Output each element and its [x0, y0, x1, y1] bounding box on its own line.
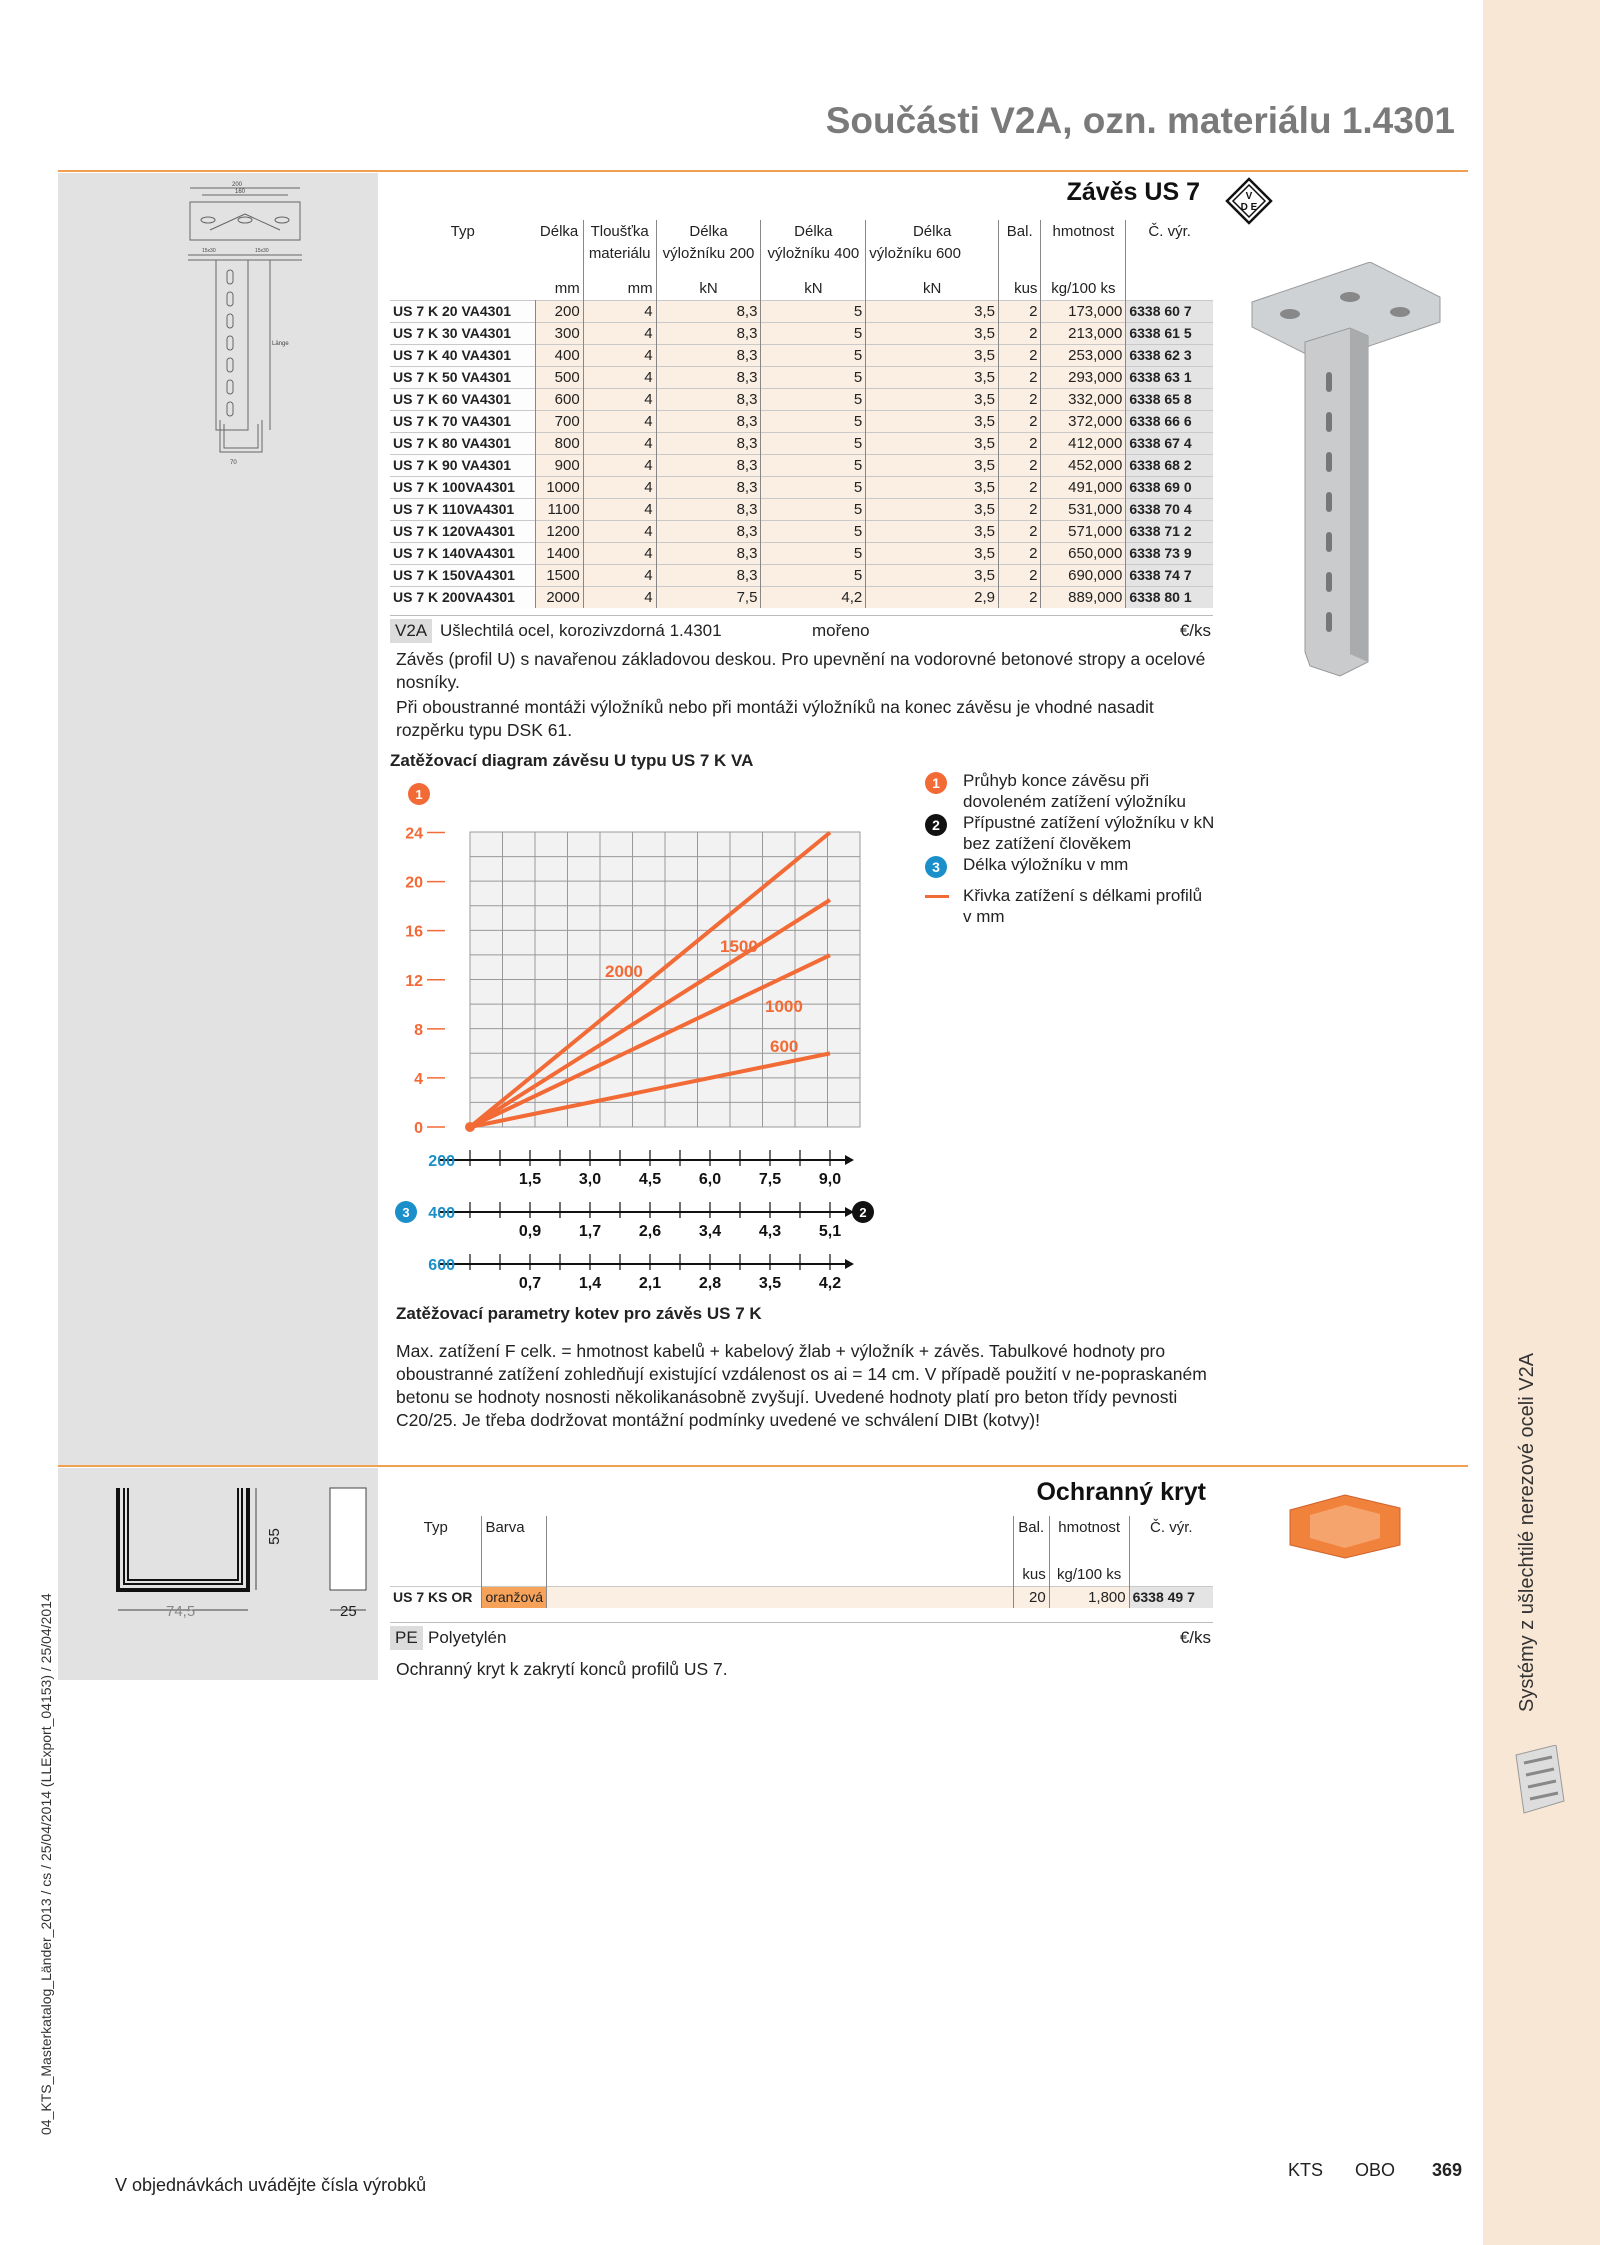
cell-vyl400: 5	[761, 410, 866, 432]
legend-text: Délka výložníku v mm	[963, 855, 1129, 874]
cell-tloustka: 4	[583, 366, 656, 388]
col-header-bal: Bal.	[998, 220, 1040, 242]
material-tag: V2A	[390, 619, 432, 643]
table-row	[390, 432, 1213, 454]
x-tick-label: 2,1	[638, 1275, 662, 1292]
x-tick-label: 7,5	[758, 1171, 782, 1188]
material-bar	[390, 615, 1213, 643]
cell-typ: US 7 K 40 VA4301	[390, 344, 535, 366]
cell-vyl600: 3,5	[866, 498, 999, 520]
cover-cell-typ: US 7 KS OR	[390, 1586, 482, 1608]
origin-point	[465, 1122, 475, 1132]
x-tick-label: 4,3	[758, 1223, 782, 1240]
cover-col-cvyr: Č. výr.	[1150, 1518, 1193, 1536]
cell-vyl200: 8,3	[656, 520, 761, 542]
axis-marker-black-label: 2	[859, 1205, 867, 1220]
product-table	[390, 220, 1213, 608]
anchor-title: Zatěžovací parametry kotev pro závěs US 7 K	[396, 1304, 762, 1323]
cell-vyl400: 5	[761, 300, 866, 322]
cell-hmotnost: 372,000	[1041, 410, 1126, 432]
col-header-tloustka: Tloušťka	[583, 220, 656, 242]
cell-typ: US 7 K 110VA4301	[390, 498, 535, 520]
unit-bal: kus	[998, 278, 1040, 300]
cell-delka: 1400	[535, 542, 583, 564]
cell-bal: 2	[998, 432, 1040, 454]
cell-hmotnost: 253,000	[1041, 344, 1126, 366]
description-1: Závěs (profil U) s navařenou základovou deskou. Pro upevnění na vodorovné betonové stropy a ocelové nosníky.	[396, 649, 1206, 692]
cell-typ: US 7 K 70 VA4301	[390, 410, 535, 432]
diagram-title: Zatěžovací diagram závěsu U typu US 7 K VA	[390, 751, 754, 770]
col-header-delka: Délka	[535, 220, 583, 242]
x-axis-arrow	[845, 1155, 854, 1165]
footer-brand-obo: OBO	[1355, 2160, 1396, 2180]
legend-text: Přípustné zatížení výložníku v kN bez zatížení člověkem	[963, 813, 1215, 853]
cell-typ: US 7 K 100VA4301	[390, 476, 535, 498]
unit-vyl200: kN	[656, 278, 761, 300]
y-tick-label: 4	[414, 1070, 423, 1088]
cell-vyl400: 5	[761, 322, 866, 344]
legend-item	[925, 885, 1215, 927]
cell-cvyr: 6338 62 3	[1126, 344, 1213, 366]
drawing-dim-s2: 15x30	[255, 248, 269, 254]
cell-vyl600: 3,5	[866, 322, 999, 344]
cell-vyl600: 3,5	[866, 542, 999, 564]
cell-tloustka: 4	[583, 564, 656, 586]
cell-vyl200: 8,3	[656, 476, 761, 498]
col-header-vyl600: Délka	[866, 220, 999, 242]
cell-cvyr: 6338 68 2	[1126, 454, 1213, 476]
page-title: Součásti V2A, ozn. materiálu 1.4301	[825, 100, 1455, 141]
load-diagram-chart	[395, 772, 905, 1302]
cell-delka: 200	[535, 300, 583, 322]
y-tick-label: 24	[405, 825, 423, 843]
cell-hmotnost: 531,000	[1041, 498, 1126, 520]
cell-vyl600: 3,5	[866, 344, 999, 366]
cell-typ: US 7 K 120VA4301	[390, 520, 535, 542]
cell-vyl200: 8,3	[656, 454, 761, 476]
cell-delka: 600	[535, 388, 583, 410]
cell-vyl600: 3,5	[866, 476, 999, 498]
cell-vyl600: 3,5	[866, 432, 999, 454]
cell-vyl200: 8,3	[656, 432, 761, 454]
table-row	[390, 542, 1213, 564]
x-tick-label: 2,8	[698, 1275, 722, 1292]
y-tick-label: 12	[405, 972, 423, 990]
cell-vyl200: 7,5	[656, 586, 761, 608]
unit-vyl400: kN	[761, 278, 866, 300]
x-axis-label: 600	[428, 1257, 455, 1274]
cell-vyl600: 3,5	[866, 366, 999, 388]
col-header-typ: Typ	[450, 222, 475, 240]
cell-hmotnost: 491,000	[1041, 476, 1126, 498]
cell-delka: 500	[535, 366, 583, 388]
unit-hmotnost: kg/100 ks	[1041, 278, 1126, 300]
table-row	[390, 564, 1213, 586]
cell-tloustka: 4	[583, 586, 656, 608]
table-row	[390, 388, 1213, 410]
cell-vyl600: 3,5	[866, 454, 999, 476]
cell-delka: 1200	[535, 520, 583, 542]
x-tick-label: 4,2	[818, 1275, 842, 1292]
cell-typ: US 7 K 20 VA4301	[390, 300, 535, 322]
cover-col-bal: Bal.	[1013, 1516, 1049, 1538]
header-rule	[58, 170, 1468, 172]
x-tick-label: 4,5	[638, 1171, 662, 1188]
cell-tloustka: 4	[583, 498, 656, 520]
legend-badge: 2	[925, 814, 947, 836]
unit-tloustka: mm	[583, 278, 656, 300]
x-tick-label: 3,0	[578, 1171, 602, 1188]
cell-typ: US 7 K 50 VA4301	[390, 366, 535, 388]
x-tick-label: 0,9	[518, 1223, 542, 1240]
y-tick-label: 20	[405, 874, 423, 892]
cell-cvyr: 6338 63 1	[1126, 366, 1213, 388]
cell-delka: 900	[535, 454, 583, 476]
cell-cvyr: 6338 73 9	[1126, 542, 1213, 564]
cell-delka: 700	[535, 410, 583, 432]
cell-vyl600: 2,9	[866, 586, 999, 608]
cell-vyl400: 5	[761, 498, 866, 520]
cover-price-unit: €/ks	[1179, 1628, 1211, 1647]
legend-line-swatch	[925, 895, 949, 898]
cell-cvyr: 6338 70 4	[1126, 498, 1213, 520]
curve-label: 1500	[720, 937, 758, 956]
cover-col-hmotnost: hmotnost	[1049, 1516, 1129, 1538]
cell-vyl400: 4,2	[761, 586, 866, 608]
unit-vyl600: kN	[866, 278, 999, 300]
col-subheader-vyl600: výložníku 600	[866, 242, 999, 264]
side-strip	[1483, 0, 1600, 2245]
cover-drawing	[108, 1480, 378, 1630]
cell-bal: 2	[998, 454, 1040, 476]
description-2: Při oboustranné montáži výložníků nebo při montáži výložníků na konec závěsu je vhodné nasadit rozpěrku typu DSK 61.	[396, 697, 1154, 740]
unit-delka: mm	[535, 278, 583, 300]
col-subheader-vyl200: výložníku 200	[656, 242, 761, 264]
cell-vyl600: 3,5	[866, 300, 999, 322]
cell-hmotnost: 332,000	[1041, 388, 1126, 410]
cell-hmotnost: 213,000	[1041, 322, 1126, 344]
x-tick-label: 2,6	[638, 1223, 662, 1240]
cover-cell-hmotnost: 1,800	[1049, 1586, 1129, 1608]
cell-tloustka: 4	[583, 388, 656, 410]
cell-bal: 2	[998, 366, 1040, 388]
anchor-text: Max. zatížení F celk. = hmotnost kabelů + kabelový žlab + výložník + závěs. Tabulkové hodnoty pro oboustranné zatížení zohledňují existující vzdálenost os ai = 14 cm. V případě použití v ne-popraskaném betonu se hodnoty nosnosti několikanásobně zvyšují. Uvedené hodnoty platí pro beton třídy pevnosti C20/25. Je třeba dodržovat montážní podmínky uvedené ve schválení DIBt (kotvy)!	[396, 1341, 1207, 1430]
cover-unit-bal: kus	[1013, 1564, 1049, 1586]
legend-badge: 3	[925, 856, 947, 878]
cell-tloustka: 4	[583, 476, 656, 498]
material-name: Ušlechtilá ocel, korozivzdorná 1.4301	[440, 621, 722, 640]
cell-hmotnost: 690,000	[1041, 564, 1126, 586]
cover-table	[390, 1516, 1213, 1608]
cell-vyl400: 5	[761, 476, 866, 498]
chart-legend	[925, 770, 1215, 927]
cell-bal: 2	[998, 322, 1040, 344]
cell-delka: 300	[535, 322, 583, 344]
cell-bal: 2	[998, 344, 1040, 366]
cover-material-tag: PE	[390, 1626, 423, 1650]
y-marker-label: 1	[415, 787, 423, 802]
x-tick-label: 3,4	[698, 1223, 722, 1240]
legend-text: Průhyb konce závěsu při dovoleném zatížení výložníku	[963, 771, 1187, 811]
svg-text:D E: D E	[1240, 202, 1258, 213]
cover-table-row	[390, 1586, 1213, 1608]
cell-hmotnost: 889,000	[1041, 586, 1126, 608]
cell-vyl200: 8,3	[656, 542, 761, 564]
cell-vyl400: 5	[761, 542, 866, 564]
table-row	[390, 410, 1213, 432]
curve-label: 1000	[765, 997, 803, 1016]
x-tick-label: 9,0	[818, 1171, 842, 1188]
drawing-length: Länge	[272, 341, 289, 347]
legend-text: Křivka zatížení s délkami profilů v mm	[963, 886, 1203, 926]
drawing-dim-w1: 200	[232, 182, 243, 188]
x-tick-label: 1,5	[518, 1171, 542, 1188]
cell-bal: 2	[998, 498, 1040, 520]
cell-delka: 2000	[535, 586, 583, 608]
cell-typ: US 7 K 150VA4301	[390, 564, 535, 586]
table-row	[390, 498, 1213, 520]
cell-vyl400: 5	[761, 454, 866, 476]
col-subheader-vyl400: výložníku 400	[761, 242, 866, 264]
axis-marker-blue-label: 3	[402, 1205, 410, 1220]
x-tick-label: 1,7	[578, 1223, 602, 1240]
cell-bal: 2	[998, 410, 1040, 432]
cover-unit-hmotnost: kg/100 ks	[1049, 1564, 1129, 1586]
cell-bal: 2	[998, 520, 1040, 542]
cover-cell-bal: 20	[1013, 1586, 1049, 1608]
cell-tloustka: 4	[583, 432, 656, 454]
drawing-dim-s1: 15x30	[202, 248, 216, 254]
cell-tloustka: 4	[583, 300, 656, 322]
product-table-body	[390, 300, 1213, 608]
cell-vyl200: 8,3	[656, 498, 761, 520]
cell-hmotnost: 650,000	[1041, 542, 1126, 564]
cell-cvyr: 6338 69 0	[1126, 476, 1213, 498]
cell-vyl400: 5	[761, 432, 866, 454]
cell-vyl400: 5	[761, 344, 866, 366]
curve-label: 600	[770, 1037, 799, 1056]
section-rule	[58, 1465, 1468, 1467]
cell-vyl400: 5	[761, 564, 866, 586]
col-subheader-tloustka: materiálu	[583, 242, 656, 264]
cell-tloustka: 4	[583, 454, 656, 476]
drawing-dim-d3: 70	[230, 460, 237, 466]
cell-vyl400: 5	[761, 388, 866, 410]
x-tick-label: 1,4	[578, 1275, 602, 1292]
table-row	[390, 300, 1213, 322]
cell-vyl200: 8,3	[656, 366, 761, 388]
cell-tloustka: 4	[583, 344, 656, 366]
surface-finish: mořeno	[812, 621, 870, 640]
x-tick-label: 6,0	[698, 1171, 722, 1188]
cover-material-bar	[390, 1622, 1213, 1650]
cell-cvyr: 6338 61 5	[1126, 322, 1213, 344]
cover-material-name: Polyetylén	[428, 1628, 507, 1647]
footer-note: V objednávkách uvádějte čísla výrobků	[115, 2175, 427, 2195]
cell-cvyr: 6338 65 8	[1126, 388, 1213, 410]
cell-vyl400: 5	[761, 520, 866, 542]
cell-delka: 1100	[535, 498, 583, 520]
cover-dim-h: 55	[265, 1528, 283, 1545]
x-tick-label: 5,1	[818, 1223, 842, 1240]
cell-cvyr: 6338 67 4	[1126, 432, 1213, 454]
cover-col-barva: Barva	[482, 1516, 547, 1538]
svg-text:V: V	[1245, 191, 1253, 202]
col-header-cvyr: Č. výr.	[1148, 222, 1191, 240]
product-photo-us7	[1250, 262, 1450, 682]
cell-typ: US 7 K 30 VA4301	[390, 322, 535, 344]
legend-item	[925, 770, 1215, 812]
legend-badge: 1	[925, 772, 947, 794]
col-header-hmotnost: hmotnost	[1041, 220, 1126, 242]
cell-vyl400: 5	[761, 366, 866, 388]
cell-delka: 400	[535, 344, 583, 366]
cell-delka: 800	[535, 432, 583, 454]
cell-hmotnost: 452,000	[1041, 454, 1126, 476]
cell-cvyr: 6338 60 7	[1126, 300, 1213, 322]
col-header-vyl200: Délka	[656, 220, 761, 242]
vde-mark-icon	[1224, 176, 1274, 226]
cover-dim-d: 25	[340, 1603, 357, 1620]
product-table-grid	[390, 220, 1213, 608]
cover-table-grid	[390, 1516, 1213, 1608]
cell-cvyr: 6338 71 2	[1126, 520, 1213, 542]
cell-bal: 2	[998, 564, 1040, 586]
cell-typ: US 7 K 60 VA4301	[390, 388, 535, 410]
table-row	[390, 366, 1213, 388]
cell-bal: 2	[998, 586, 1040, 608]
cover-col-typ: Typ	[390, 1516, 482, 1538]
section2-title: Ochranný kryt	[1036, 1478, 1206, 1506]
product-photo-cover	[1285, 1490, 1405, 1560]
cell-vyl200: 8,3	[656, 388, 761, 410]
cell-bal: 2	[998, 388, 1040, 410]
cell-tloustka: 4	[583, 410, 656, 432]
page-number: 369	[1432, 2160, 1463, 2180]
cover-cell-cvyr: 6338 49 7	[1129, 1586, 1213, 1608]
cell-vyl200: 8,3	[656, 564, 761, 586]
side-label: Systémy z ušlechtilé nerezové oceli V2A	[1516, 1352, 1538, 1712]
cell-vyl200: 8,3	[656, 410, 761, 432]
table-row	[390, 454, 1213, 476]
table-row	[390, 476, 1213, 498]
curve-label: 2000	[605, 962, 643, 981]
cell-tloustka: 4	[583, 542, 656, 564]
cell-hmotnost: 173,000	[1041, 300, 1126, 322]
cell-hmotnost: 412,000	[1041, 432, 1126, 454]
technical-drawing	[180, 180, 310, 470]
table-row	[390, 344, 1213, 366]
y-tick-label: 8	[414, 1021, 423, 1039]
cell-bal: 2	[998, 476, 1040, 498]
cell-vyl600: 3,5	[866, 564, 999, 586]
cell-vyl200: 8,3	[656, 300, 761, 322]
table-row	[390, 586, 1213, 608]
y-tick-label: 0	[414, 1120, 423, 1137]
cell-tloustka: 4	[583, 322, 656, 344]
cell-vyl600: 3,5	[866, 410, 999, 432]
profile-thumbnail-icon	[1508, 1745, 1570, 1815]
cell-cvyr: 6338 74 7	[1126, 564, 1213, 586]
cover-cell-barva: oranžová	[482, 1586, 547, 1608]
section1-title: Závěs US 7	[1066, 178, 1200, 206]
x-axis-label: 400	[428, 1205, 455, 1222]
cover-description: Ochranný kryt k zakrytí konců profilů US 7.	[396, 1659, 728, 1679]
cell-vyl600: 3,5	[866, 388, 999, 410]
cell-bal: 2	[998, 300, 1040, 322]
cell-typ: US 7 K 200VA4301	[390, 586, 535, 608]
drawing-dim-w2: 160	[235, 189, 246, 195]
legend-item	[925, 854, 1215, 875]
cell-typ: US 7 K 90 VA4301	[390, 454, 535, 476]
cell-cvyr: 6338 80 1	[1126, 586, 1213, 608]
x-tick-label: 0,7	[518, 1275, 542, 1292]
col-header-vyl400: Délka	[761, 220, 866, 242]
x-tick-label: 3,5	[758, 1275, 782, 1292]
cell-cvyr: 6338 66 6	[1126, 410, 1213, 432]
cell-vyl200: 8,3	[656, 344, 761, 366]
footer-brand-kts: KTS	[1288, 2160, 1324, 2180]
cell-bal: 2	[998, 542, 1040, 564]
cell-tloustka: 4	[583, 520, 656, 542]
legend-item	[925, 812, 1215, 854]
table-row	[390, 322, 1213, 344]
cell-hmotnost: 293,000	[1041, 366, 1126, 388]
left-margin-text: 04_KTS_Masterkatalog_Länder_2013 / cs / 25/04/2014 (LLExport_04153) / 25/04/2014	[38, 1593, 54, 2135]
y-tick-label: 16	[405, 923, 423, 941]
x-axis-label: 200	[428, 1153, 455, 1170]
table-row	[390, 520, 1213, 542]
cell-vyl200: 8,3	[656, 322, 761, 344]
cell-vyl600: 3,5	[866, 520, 999, 542]
x-axis-arrow	[845, 1259, 854, 1269]
cover-dim-w: 74,5	[166, 1603, 196, 1620]
cell-delka: 1500	[535, 564, 583, 586]
cell-hmotnost: 571,000	[1041, 520, 1126, 542]
cell-typ: US 7 K 140VA4301	[390, 542, 535, 564]
cell-typ: US 7 K 80 VA4301	[390, 432, 535, 454]
cell-delka: 1000	[535, 476, 583, 498]
price-unit: €/ks	[1179, 621, 1211, 640]
